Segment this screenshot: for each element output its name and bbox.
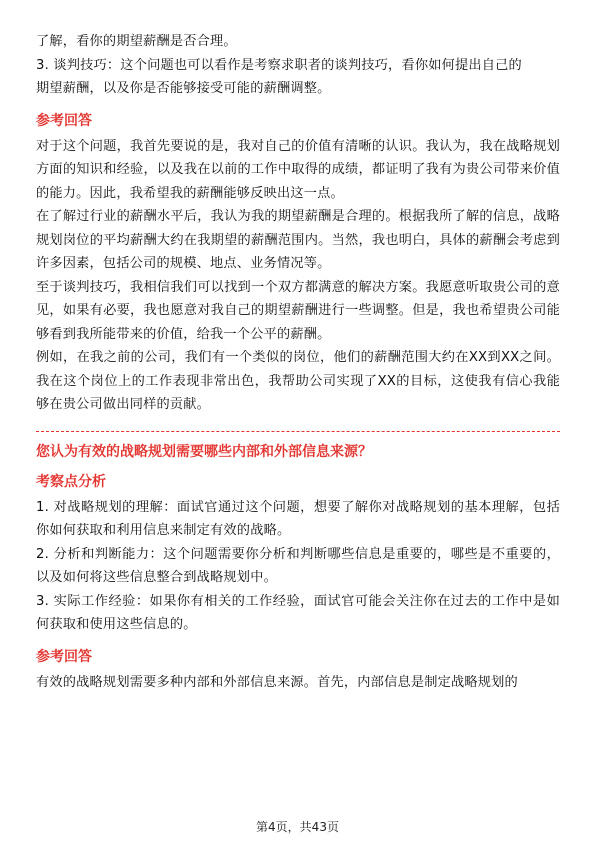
question-title: 您认为有效的战略规划需要哪些内部和外部信息来源？ — [36, 443, 372, 460]
text-line: 3. 谈判技巧：这个问题也可以看作是考察求职者的谈判技巧，看你如何提出自己的 — [36, 57, 522, 73]
reference-answer-label: 参考回答 — [36, 112, 92, 129]
analysis-label: 考察点分析 — [36, 473, 106, 490]
document-page — [36, 30, 560, 694]
analysis-point: 3. 实际工作经验：如果你有相关的工作经验，面试官可能会关注你在过去的工作中是如何获取和使用这些信息的。 — [36, 593, 560, 632]
text-line: 了解，看你的期望薪酬是否合理。 — [36, 34, 237, 49]
answer-paragraph: 例如，在我之前的公司，我们有一个类似的岗位，他们的薪酬范围大约在XX到XX之间。我在这个岗位上的工作表现非常出色，我帮助公司实现了XX的目标，这使我有信心我能够在贵公司做出同样的贡献。 — [36, 350, 560, 412]
answer-paragraph: 至于谈判技巧，我相信我们可以找到一个双方都满意的解决方案。我愿意听取贵公司的意见，如果有必要，我也愿意对我自己的期望薪酬进行一些调整。但是，我也希望贵公司能够看到我所能带来的价值，给我一个公平的薪酬。 — [36, 279, 560, 342]
reference-answer-label: 参考回答 — [36, 648, 92, 665]
analysis-point: 2. 分析和判断能力：这个问题需要你分析和判断哪些信息是重要的，哪些是不重要的，以及如何将这些信息整合到战略规划中。 — [36, 546, 560, 585]
answer-paragraph: 在了解过行业的薪酬水平后，我认为我的期望薪酬是合理的。根据我所了解的信息，战略规划岗位的平均薪酬大约在我期望的薪酬范围内。当然，我也明白，具体的薪酬会考虑到许多因素，包括公司的规模、地点、业务情况等。 — [36, 209, 560, 271]
answer-paragraph: 有效的战略规划需要多种内部和外部信息来源。首先，内部信息是制定战略规划的 — [36, 674, 518, 690]
page-number: 第4页，共43页 — [256, 820, 339, 834]
answer-paragraph: 对于这个问题，我首先要说的是，我对自己的价值有清晰的认识。我认为，我在战略规划方面的知识和经验，以及我在以前的工作中取得的成绩，都证明了我有为贵公司带来价值的能力。因此，我希望我的薪酬能够反映出这一点。 — [36, 138, 560, 201]
section-divider — [36, 431, 560, 432]
text-line: 期望薪酬，以及你是否能够接受可能的薪酬调整。 — [36, 81, 331, 96]
analysis-point: 1. 对战略规划的理解：面试官通过这个问题，想要了解你对战略规划的基本理解，包括你如何获取和利用信息来制定有效的战略。 — [36, 499, 560, 538]
